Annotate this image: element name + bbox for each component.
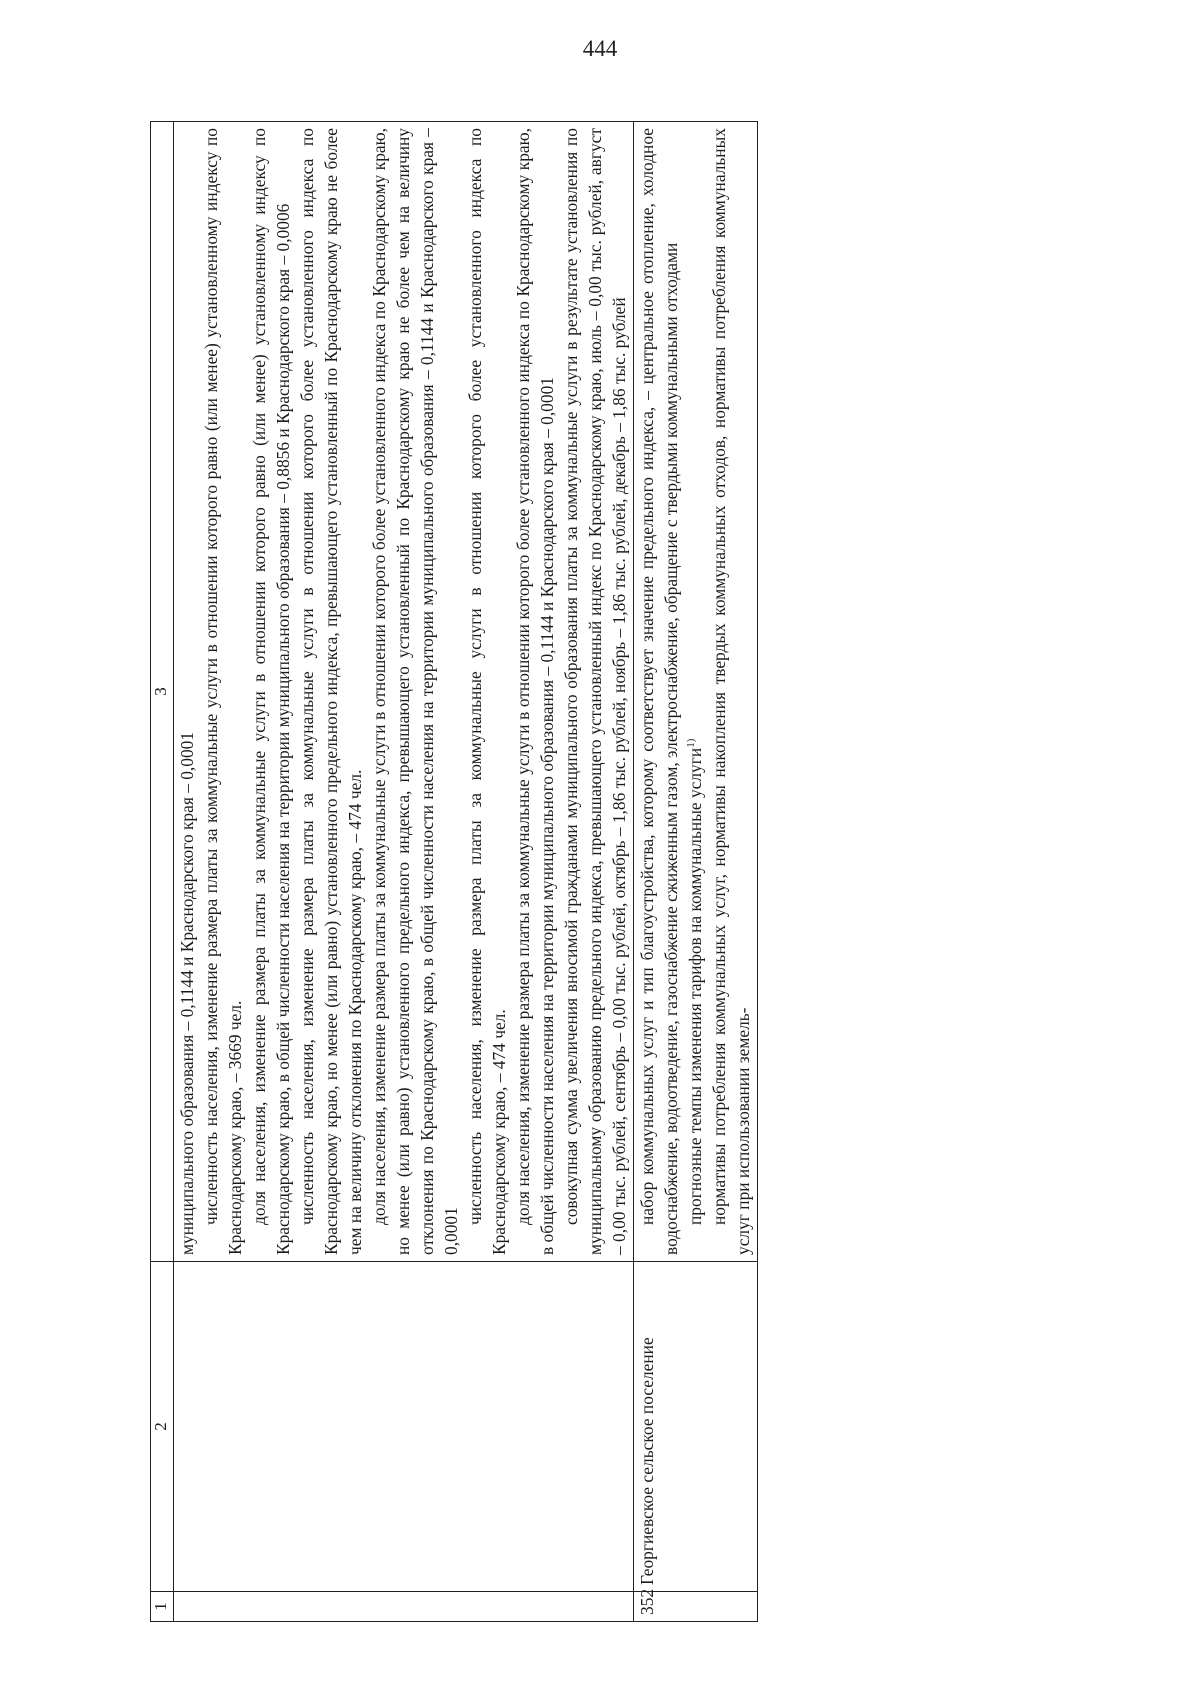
paragraph: доля населения, изменение размера платы за коммунальные услуги в отношении которого равно (или менее) установленному индексу по Краснодарскому краю, в общей численности населения на территории муниципального образования – 0,8856 и Краснодарского края – 0,0006 bbox=[249, 128, 294, 1255]
paragraph: совокупная сумма увеличения вносимой гражданами муниципального образования платы за коммунальные услуги в результате установления по муниципальному образованию предельного индекса, превышающего установленный индекс по Краснодарскому краю, июль – 0,00 тыс. рублей, август – 0,00 тыс. рублей, сентябрь – 0,00 тыс. рублей, октябрь – 1,86 тыс. рублей, ноябрь – 1,86 тыс. рублей, декабрь – 1,86 тыс. рублей bbox=[561, 128, 630, 1255]
row-continued-name bbox=[174, 1262, 634, 1592]
paragraph: муниципального образования – 0,1144 и Краснодарского края – 0,0001 bbox=[177, 731, 197, 1255]
document-table bbox=[150, 121, 758, 1622]
paragraph: нормативы потребления коммунальных услуг, нормативы накопления твердых коммунальных отходов, нормативы потребления коммунальных услуг при использовании земель- bbox=[709, 128, 754, 1255]
rotated-page-content bbox=[150, 122, 1018, 1622]
paragraph: численность населения, изменение размера платы за коммунальные услуги в отношении которого более установленного индекса по Краснодарскому краю, – 474 чел. bbox=[465, 128, 510, 1255]
paragraph bbox=[683, 128, 707, 1255]
row-continued-number bbox=[174, 1592, 634, 1622]
header-col-1: 1 bbox=[151, 1592, 174, 1622]
table-header-row bbox=[151, 122, 174, 1622]
table-row-352 bbox=[634, 122, 758, 1622]
row-number: 352 bbox=[634, 1592, 758, 1622]
page-number: 444 bbox=[582, 36, 618, 61]
paragraph: численность населения, изменение размера платы за коммунальные услуги в отношении которого равно (или менее) установленному индексу по Краснодарскому краю, – 3669 чел. bbox=[201, 128, 246, 1255]
header-col-3: 3 bbox=[151, 122, 174, 1262]
row-352-text bbox=[634, 122, 758, 1262]
table-row-continued bbox=[174, 122, 634, 1622]
row-continued-text bbox=[174, 122, 634, 1262]
paragraph-text: прогнозные темпы изменения тарифов на коммунальные услуги bbox=[685, 747, 706, 1225]
paragraph: набор коммунальных услуг и тип благоустройства, которому соответствует значение предельного индекса, – центральное отопление, холодное водоснабжение, водоотведение, газоснабжение сжиженным газом, электроснабжение, обращение с твердыми коммунальными отходами bbox=[637, 128, 682, 1255]
paragraph: доля населения, изменение размера платы за коммунальные услуги в отношении которого более установленного индекса по Краснодарскому краю, в общей численности населения на территории муниципального образования – 0,1144 и Краснодарского края – 0,0001 bbox=[513, 128, 558, 1255]
paragraph: численность населения, изменение размера платы за коммунальные услуги в отношении которого более установленного индекса по Краснодарскому краю, но менее (или равно) установленного предельного индекса, превышающего установленный по Краснодарскому краю не более чем на величину отклонения по Краснодарскому краю, – 474 чел. bbox=[297, 128, 366, 1255]
settlement-name: Георгиевское сельское поселение bbox=[634, 1262, 758, 1592]
paragraph: доля населения, изменение размера платы за коммунальные услуги в отношении которого более установленного индекса по Краснодарскому краю, но менее (или равно) установленного предельного индекса, превышающего установленный по Краснодарскому краю не более чем на величину отклонения по Краснодарскому краю, в общей численности населения на территории муниципального образования – 0,1144 и Краснодарского края – 0,0001 bbox=[369, 128, 462, 1255]
footnote-mark: 1) bbox=[685, 738, 698, 748]
header-col-2: 2 bbox=[151, 1262, 174, 1592]
